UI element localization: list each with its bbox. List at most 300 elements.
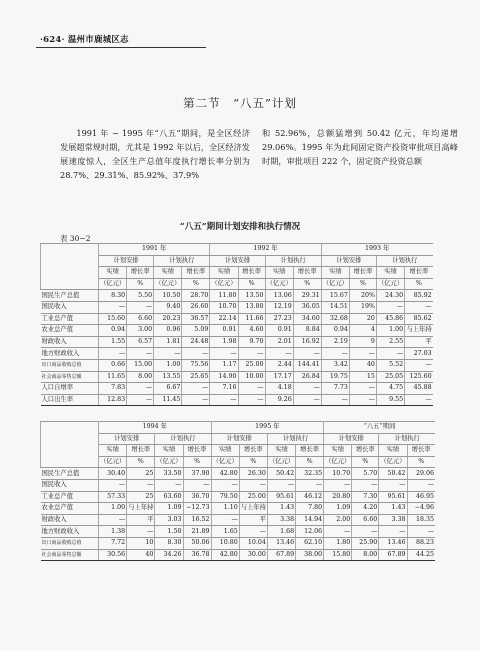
table-cell: 9.55 (376, 394, 404, 406)
column-header: 实绩 (99, 445, 127, 457)
table-cell: — (376, 348, 404, 360)
sub-header: 计划执行 (376, 255, 432, 267)
table-cell: 24.48 (182, 336, 210, 348)
table-cell: 88.23 (407, 537, 435, 549)
table-row (41, 479, 436, 491)
row-label: 国民生产总值 (41, 468, 99, 480)
table-number: 表 30−2 (60, 234, 91, 243)
table-cell: 36.05 (293, 301, 321, 313)
table-cell: 50.42 (379, 468, 407, 480)
table-cell: 1.81 (154, 336, 182, 348)
table-cell: — (127, 383, 154, 395)
table-cell: 19% (349, 301, 376, 313)
sub-header: 计划安排 (99, 433, 155, 445)
table-cell: 0.66 (99, 359, 127, 371)
table-cell: — (238, 348, 265, 360)
table-cell: 40 (349, 359, 376, 371)
table-cell: 11.45 (154, 394, 182, 406)
table-row (41, 503, 436, 515)
table-cell: 14.51 (321, 301, 349, 313)
table-cell: 15.60 (99, 313, 127, 325)
table-cell: — (211, 479, 239, 491)
table-cell: — (99, 348, 127, 360)
row-label: 工业总产值 (41, 491, 99, 503)
year-header: “八五”期间 (324, 422, 435, 434)
table-cell: 32.68 (321, 313, 349, 325)
table-row (41, 301, 433, 313)
table-cell: — (293, 383, 321, 395)
column-header: 增长率 (296, 445, 324, 457)
table-header-row (41, 255, 433, 267)
column-header: 增长率 (182, 267, 210, 279)
table-cell: 46.95 (407, 491, 435, 503)
unit-header: （亿元） (376, 278, 404, 290)
table-cell: 13.50 (238, 290, 265, 302)
column-header: 实绩 (155, 445, 183, 457)
table-cell: — (211, 514, 239, 526)
table-cell: — (407, 526, 435, 538)
year-header: 1992 年 (210, 244, 321, 256)
table-cell: — (210, 348, 238, 360)
table-cell: 4.75 (376, 383, 404, 395)
table-row (41, 394, 433, 406)
table-cell: 3.38 (379, 514, 407, 526)
table-cell: 8.00 (127, 371, 154, 383)
table-cell: 0.91 (210, 325, 238, 337)
table-row (41, 491, 436, 503)
table-cell: 9.70 (238, 336, 265, 348)
header-rule (36, 47, 206, 48)
table-cell: — (127, 479, 155, 491)
table-cell: — (324, 479, 352, 491)
table-cell: 40 (127, 549, 155, 561)
table-cell: 12.06 (296, 526, 324, 538)
year-header: 1995 年 (211, 422, 324, 434)
table-cell: 4.20 (352, 503, 379, 515)
table-row (41, 537, 436, 549)
running-header (40, 33, 129, 45)
table-cell: 0.91 (265, 325, 293, 337)
table-header-row (41, 422, 436, 434)
table-cell: 6.67 (154, 383, 182, 395)
table-cell: 36.70 (183, 491, 211, 503)
unit-header: % (352, 456, 379, 468)
unit-header: % (183, 456, 211, 468)
table-cell: 1.43 (267, 503, 295, 515)
row-label: 地方财政收入 (41, 526, 99, 538)
table-cell: 45.88 (405, 383, 433, 395)
table-cell: 5.50 (127, 290, 154, 302)
table-cell: — (99, 301, 127, 313)
table-cell: — (154, 348, 182, 360)
table-cell: 25.00 (238, 359, 265, 371)
table-cell: — (155, 479, 183, 491)
row-label: 出口商品收购总值 (41, 537, 99, 549)
table-cell: 8.84 (293, 325, 321, 337)
column-header: 实绩 (210, 267, 238, 279)
column-header: 实绩 (154, 267, 182, 279)
row-label: 社会商品零售总额 (41, 371, 99, 383)
table-cell: 67.89 (267, 549, 295, 561)
column-header: 增长率 (407, 445, 435, 457)
sub-header: 计划执行 (155, 433, 211, 445)
column-header: 实绩 (99, 267, 127, 279)
table-cell: — (127, 348, 154, 360)
unit-header: % (407, 456, 435, 468)
table-cell: 14.94 (296, 514, 324, 526)
table-cell: 67.89 (379, 549, 407, 561)
table-cell: 25.05 (376, 371, 404, 383)
table-cell: 1.00 (99, 503, 127, 515)
column-header: 实绩 (265, 267, 293, 279)
table-cell: 85.92 (405, 290, 433, 302)
unit-header: % (238, 278, 265, 290)
column-header: 增长率 (238, 267, 265, 279)
unit-header: （亿元） (154, 278, 182, 290)
table-cell: 9.40 (154, 301, 182, 313)
table-row (41, 325, 433, 337)
year-header: 1991 年 (99, 244, 210, 256)
table-cell: 29.06 (407, 468, 435, 480)
table-cell: 1.65 (211, 526, 239, 538)
table-cell: 42.80 (211, 468, 239, 480)
unit-header: % (182, 278, 210, 290)
sub-header: 计划执行 (379, 433, 435, 445)
sub-header: 计划安排 (321, 255, 376, 267)
plan-table-1991-1993 (40, 243, 433, 406)
table-cell: 34.60 (293, 313, 321, 325)
table-header-row (41, 278, 433, 290)
table-cell: — (321, 348, 349, 360)
table-cell: — (127, 301, 154, 313)
table-cell: 7.72 (99, 537, 127, 549)
table-cell: 7.73 (321, 383, 349, 395)
row-label: 工业总产值 (41, 313, 99, 325)
table-cell: 2.55 (376, 336, 404, 348)
table-cell: 13.06 (265, 290, 293, 302)
table-cell: 25 (127, 491, 155, 503)
unit-header: % (405, 278, 433, 290)
table-cell: 3.42 (321, 359, 349, 371)
unit-header: （亿元） (99, 278, 127, 290)
table-cell: — (293, 348, 321, 360)
unit-header: （亿元） (210, 278, 238, 290)
table-cell: — (405, 394, 433, 406)
table-cell: 1.50 (155, 526, 183, 538)
unit-header: % (127, 278, 154, 290)
table-cell: 6.60 (127, 313, 154, 325)
table-cell: 19.75 (321, 371, 349, 383)
table-cell: — (210, 394, 238, 406)
row-label: 社会商品零售总额 (41, 549, 99, 561)
table-cell: 1.98 (210, 336, 238, 348)
table-cell: 15.67 (321, 290, 349, 302)
table-cell: 7.16 (210, 383, 238, 395)
row-label: 国民收入 (41, 479, 99, 491)
table-cell: — (238, 394, 265, 406)
table-cell: — (182, 348, 210, 360)
table-cell: 10.04 (239, 537, 267, 549)
table-title: “八五”期间计划安排和执行情况 (179, 222, 301, 232)
table-cell: 11.66 (238, 313, 265, 325)
table-cell: 平 (239, 514, 267, 526)
plan-table-1994-1995 (40, 421, 435, 561)
table-cell: 7.83 (99, 383, 127, 395)
table-cell: 30.00 (239, 549, 267, 561)
table-cell: 20.80 (324, 491, 352, 503)
table-cell: 与上年持 (127, 503, 155, 515)
table-cell: 10.70 (324, 468, 352, 480)
column-header: 实绩 (321, 267, 349, 279)
table-cell: 平 (405, 336, 433, 348)
table-cell: 62.10 (296, 537, 324, 549)
table-cell: 1.38 (99, 526, 127, 538)
book-title: 温州市鹿城区志 (67, 35, 129, 45)
table-cell: — (349, 383, 376, 395)
table-cell: 与上年持 (405, 325, 433, 337)
table-cell: 25.00 (239, 491, 267, 503)
table-cell: 0.94 (99, 325, 127, 337)
table-cell: 20 (349, 313, 376, 325)
table-cell: 8.00 (352, 549, 379, 561)
table-cell: 25.90 (352, 537, 379, 549)
table-cell: 125.60 (405, 371, 433, 383)
table-cell: 30.40 (99, 468, 127, 480)
table-cell: — (293, 394, 321, 406)
table-cell: 与上年持 (239, 503, 267, 515)
table-cell: 1.09 (155, 503, 183, 515)
sub-header: 计划执行 (265, 255, 321, 267)
table-row (41, 348, 433, 360)
column-header: 实绩 (376, 267, 404, 279)
table-row (41, 526, 436, 538)
sub-header: 计划执行 (267, 433, 323, 445)
table-cell: — (321, 394, 349, 406)
table-row (41, 313, 433, 325)
table-row (41, 371, 433, 383)
table-cell: 13.55 (154, 371, 182, 383)
row-label: 农业总产值 (41, 503, 99, 515)
table-cell: 24.30 (376, 290, 404, 302)
unit-header: （亿元） (99, 456, 127, 468)
table-cell: — (376, 301, 404, 313)
table-cell: 9 (349, 336, 376, 348)
table-cell: 14.90 (210, 371, 238, 383)
table-cell: 28.70 (182, 290, 210, 302)
table-cell: — (183, 479, 211, 491)
unit-header: （亿元） (211, 456, 239, 468)
table-cell: 27.23 (265, 313, 293, 325)
table-cell: — (405, 301, 433, 313)
row-label: 出口商品收购总值 (41, 359, 99, 371)
table-cell: 38.00 (296, 549, 324, 561)
unit-header: % (239, 456, 267, 468)
page-number: ·624· (40, 35, 65, 45)
table-cell: 15.80 (324, 549, 352, 561)
column-header: 实绩 (211, 445, 239, 457)
table-cell: 2.01 (265, 336, 293, 348)
table-row (41, 336, 433, 348)
column-header: 实绩 (379, 445, 407, 457)
table-cell: 30.56 (99, 549, 127, 561)
table-cell: 42.80 (211, 549, 239, 561)
table-cell: −4.96 (407, 503, 435, 515)
table-cell: 18.35 (407, 514, 435, 526)
table-cell: 4.60 (238, 325, 265, 337)
table-cell: 5.52 (376, 359, 404, 371)
table-cell: — (352, 526, 379, 538)
table-header-row (41, 445, 436, 457)
table-cell: 16.52 (183, 514, 211, 526)
table-cell: — (238, 383, 265, 395)
table-cell: — (239, 479, 267, 491)
table-cell: 1.09 (324, 503, 352, 515)
table-cell: 10 (127, 537, 155, 549)
table-cell: 1.10 (211, 503, 239, 515)
table-cell: 17.17 (265, 371, 293, 383)
table-cell: 29.31 (293, 290, 321, 302)
table-cell: 平 (127, 514, 155, 526)
table-cell: 13.46 (379, 537, 407, 549)
row-label: 人口出生率 (41, 394, 99, 406)
table-cell: — (239, 526, 267, 538)
table-cell: 63.60 (155, 491, 183, 503)
table-cell: — (324, 526, 352, 538)
table-cell: 1.00 (154, 359, 182, 371)
row-label: 地方财政收入 (41, 348, 99, 360)
table-row (41, 549, 436, 561)
table-cell: 144.41 (293, 359, 321, 371)
table-cell: −12.73 (183, 503, 211, 515)
table-cell: 1.17 (210, 359, 238, 371)
table-cell: 13.80 (238, 301, 265, 313)
table-cell: 57.33 (99, 491, 127, 503)
table-cell: 1.68 (267, 526, 295, 538)
column-header: 实绩 (267, 445, 295, 457)
table-cell: 4 (349, 325, 376, 337)
table-row (41, 383, 433, 395)
table-row (41, 514, 436, 526)
table-cell: — (379, 526, 407, 538)
body-paragraph-left: 1991 年 ~ 1995 年“八五”期间，是全区经济发展超常规时期，尤其是 1992 年以后，全区经济发展速度惊人，全区生产总值年度执行增长率分别为 28.7%、29.31%、85.92%、37.9% (60, 128, 250, 180)
unit-header: （亿元） (379, 456, 407, 468)
table-cell: 10.80 (211, 537, 239, 549)
table-cell: 1.80 (324, 537, 352, 549)
year-header: 1994 年 (99, 422, 212, 434)
row-label: 财政收入 (41, 336, 99, 348)
row-label: 农业总产值 (41, 325, 99, 337)
table-cell: 11.80 (210, 290, 238, 302)
table-cell: — (182, 383, 210, 395)
table-cell: 4.18 (265, 383, 293, 395)
table-cell: 5.09 (182, 325, 210, 337)
table-cell: — (99, 514, 127, 526)
unit-header: （亿元） (155, 456, 183, 468)
table-cell: 37.90 (183, 468, 211, 480)
table-cell: 6.60 (352, 514, 379, 526)
table-cell: 2.44 (265, 359, 293, 371)
table-cell: 95.61 (379, 491, 407, 503)
table-cell: 1.00 (376, 325, 404, 337)
unit-header: （亿元） (267, 456, 295, 468)
table-header-row (41, 456, 436, 468)
table-cell: — (349, 394, 376, 406)
corner-cell (41, 244, 99, 290)
table-cell: 36.78 (183, 549, 211, 561)
table-cell: 5.70 (352, 468, 379, 480)
table-cell: 15.00 (127, 359, 154, 371)
row-label: 人口自增率 (41, 383, 99, 395)
table-cell: 7.30 (352, 491, 379, 503)
row-label: 国民生产总值 (41, 290, 99, 302)
column-header: 增长率 (349, 267, 376, 279)
sub-header: 计划安排 (211, 433, 267, 445)
table-cell: 1.43 (379, 503, 407, 515)
sub-header: 计划安排 (99, 255, 154, 267)
corner-cell (41, 422, 99, 468)
table-cell: — (127, 526, 155, 538)
unit-header: （亿元） (265, 278, 293, 290)
table-row (41, 468, 436, 480)
column-header: 实绩 (324, 445, 352, 457)
column-header: 增长率 (352, 445, 379, 457)
table-cell: 6.57 (127, 336, 154, 348)
table-cell: 50.42 (267, 468, 295, 480)
table-header-row (41, 267, 433, 279)
table-cell: — (349, 348, 376, 360)
table-cell: 12.19 (265, 301, 293, 313)
table-cell: 20.23 (154, 313, 182, 325)
table-cell: 45.86 (376, 313, 404, 325)
year-header: 1993 年 (321, 244, 432, 256)
table-cell: 11.65 (99, 371, 127, 383)
body-column-left (60, 126, 250, 182)
sub-header: 计划安排 (210, 255, 265, 267)
table-cell: — (405, 359, 433, 371)
table-cell: — (127, 394, 154, 406)
table-row (41, 359, 433, 371)
sub-header: 计划执行 (154, 255, 210, 267)
unit-header: （亿元） (321, 278, 349, 290)
column-header: 增长率 (183, 445, 211, 457)
table-cell: 10.00 (238, 371, 265, 383)
unit-header: % (293, 278, 321, 290)
table-header-row (41, 244, 433, 256)
table-cell: 20% (349, 290, 376, 302)
column-header: 增长率 (127, 445, 155, 457)
table-header-row (41, 433, 436, 445)
table-cell: — (379, 479, 407, 491)
table-cell: 32.35 (296, 468, 324, 480)
table-cell: 3.38 (267, 514, 295, 526)
table-cell: 22.14 (210, 313, 238, 325)
table-cell: 95.61 (267, 491, 295, 503)
body-paragraph-right: 和 52.96%，总额猛增到 50.42 亿元，年均递增 29.06%。1995 年为此间固定资产投资审批项目高峰时期，审批项目 222 个，固定资产投资总额 (262, 128, 458, 166)
table-cell: 12.83 (99, 394, 127, 406)
table-cell: 75.56 (182, 359, 210, 371)
table-cell: 44.25 (407, 549, 435, 561)
table-cell: — (267, 479, 295, 491)
section-title: 第二节 “八五”计划 (183, 96, 297, 110)
table-cell: 13.46 (267, 537, 295, 549)
table-cell: 3.00 (127, 325, 154, 337)
table-cell: — (99, 479, 127, 491)
table-cell: — (182, 394, 210, 406)
table-cell: 36.57 (182, 313, 210, 325)
table-cell: 21.89 (183, 526, 211, 538)
table-cell: 26.84 (293, 371, 321, 383)
table-cell: 0.96 (154, 325, 182, 337)
